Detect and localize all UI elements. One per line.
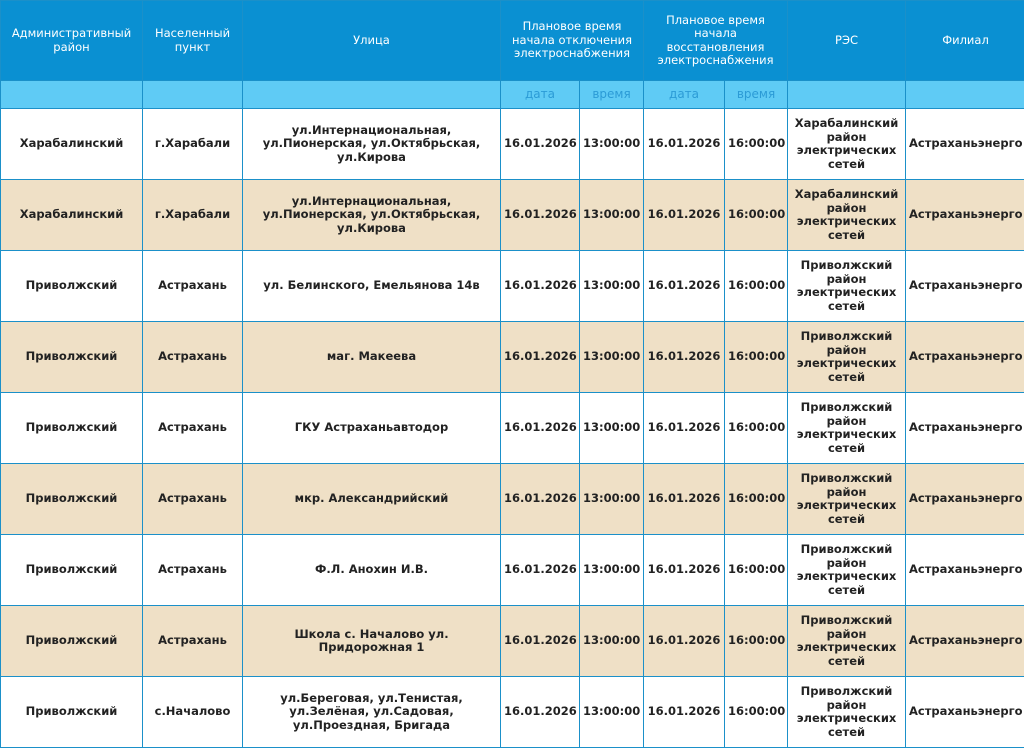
cell-off-time: 13:00:00 bbox=[580, 606, 644, 677]
cell-street: Ф.Л. Анохин И.В. bbox=[243, 535, 501, 606]
cell-off-time: 13:00:00 bbox=[580, 180, 644, 251]
cell-district: Приволжский bbox=[1, 464, 143, 535]
cell-off-date: 16.01.2026 bbox=[501, 464, 580, 535]
cell-street: ул.Береговая, ул.Тенистая, ул.Зелёная, ул.Садовая, ул.Проездная, Бригада bbox=[243, 677, 501, 748]
cell-district: Приволжский bbox=[1, 535, 143, 606]
subheader-row bbox=[1, 81, 1024, 109]
table-row bbox=[1, 322, 1024, 393]
cell-res: Приволжский район электрических сетей bbox=[788, 677, 906, 748]
cell-locality: Астрахань bbox=[143, 322, 243, 393]
cell-locality: Астрахань bbox=[143, 393, 243, 464]
cell-on-time: 16:00:00 bbox=[725, 393, 788, 464]
cell-on-time: 16:00:00 bbox=[725, 251, 788, 322]
cell-off-date: 16.01.2026 bbox=[501, 535, 580, 606]
cell-district: Приволжский bbox=[1, 677, 143, 748]
cell-off-time: 13:00:00 bbox=[580, 535, 644, 606]
cell-off-date: 16.01.2026 bbox=[501, 606, 580, 677]
cell-locality: г.Харабали bbox=[143, 109, 243, 180]
cell-off-time: 13:00:00 bbox=[580, 393, 644, 464]
cell-off-date: 16.01.2026 bbox=[501, 322, 580, 393]
cell-branch: Астраханьэнерго bbox=[906, 180, 1024, 251]
header-locality: Населенный пункт bbox=[143, 1, 243, 81]
cell-off-date: 16.01.2026 bbox=[501, 109, 580, 180]
cell-branch: Астраханьэнерго bbox=[906, 109, 1024, 180]
cell-off-date: 16.01.2026 bbox=[501, 393, 580, 464]
cell-locality: Астрахань bbox=[143, 464, 243, 535]
cell-district: Приволжский bbox=[1, 251, 143, 322]
subheader-on-time: время bbox=[725, 81, 788, 109]
cell-branch: Астраханьэнерго bbox=[906, 393, 1024, 464]
cell-on-time: 16:00:00 bbox=[725, 180, 788, 251]
cell-street: маг. Макеева bbox=[243, 322, 501, 393]
cell-off-time: 13:00:00 bbox=[580, 322, 644, 393]
cell-street: мкр. Александрийский bbox=[243, 464, 501, 535]
subheader-on-date: дата bbox=[644, 81, 725, 109]
subheader-empty bbox=[906, 81, 1024, 109]
cell-off-date: 16.01.2026 bbox=[501, 251, 580, 322]
cell-branch: Астраханьэнерго bbox=[906, 535, 1024, 606]
cell-off-time: 13:00:00 bbox=[580, 464, 644, 535]
cell-off-date: 16.01.2026 bbox=[501, 677, 580, 748]
cell-branch: Астраханьэнерго bbox=[906, 322, 1024, 393]
subheader-empty bbox=[243, 81, 501, 109]
header-res: РЭС bbox=[788, 1, 906, 81]
cell-district: Приволжский bbox=[1, 393, 143, 464]
cell-street: ул. Белинского, Емельянова 14в bbox=[243, 251, 501, 322]
cell-on-time: 16:00:00 bbox=[725, 535, 788, 606]
cell-branch: Астраханьэнерго bbox=[906, 251, 1024, 322]
cell-locality: с.Началово bbox=[143, 677, 243, 748]
table-row bbox=[1, 464, 1024, 535]
cell-branch: Астраханьэнерго bbox=[906, 677, 1024, 748]
subheader-off-time: время bbox=[580, 81, 644, 109]
cell-street: ул.Интернациональная, ул.Пионерская, ул.Октябрьская, ул.Кирова bbox=[243, 180, 501, 251]
header-off-start: Плановое время начала отключения электроснабжения bbox=[501, 1, 644, 81]
cell-off-time: 13:00:00 bbox=[580, 677, 644, 748]
cell-on-time: 16:00:00 bbox=[725, 606, 788, 677]
cell-on-date: 16.01.2026 bbox=[644, 535, 725, 606]
cell-res: Приволжский район электрических сетей bbox=[788, 251, 906, 322]
cell-res: Приволжский район электрических сетей bbox=[788, 606, 906, 677]
cell-on-time: 16:00:00 bbox=[725, 322, 788, 393]
cell-street: Школа с. Началово ул. Придорожная 1 bbox=[243, 606, 501, 677]
cell-on-date: 16.01.2026 bbox=[644, 322, 725, 393]
cell-district: Харабалинский bbox=[1, 180, 143, 251]
cell-off-date: 16.01.2026 bbox=[501, 180, 580, 251]
subheader-empty bbox=[143, 81, 243, 109]
cell-res: Приволжский район электрических сетей bbox=[788, 464, 906, 535]
cell-on-date: 16.01.2026 bbox=[644, 464, 725, 535]
cell-res: Харабалинский район электрических сетей bbox=[788, 180, 906, 251]
table-row bbox=[1, 535, 1024, 606]
cell-street: ул.Интернациональная, ул.Пионерская, ул.Октябрьская, ул.Кирова bbox=[243, 109, 501, 180]
header-row bbox=[1, 1, 1024, 81]
cell-locality: Астрахань bbox=[143, 535, 243, 606]
cell-branch: Астраханьэнерго bbox=[906, 464, 1024, 535]
cell-locality: г.Харабали bbox=[143, 180, 243, 251]
cell-on-date: 16.01.2026 bbox=[644, 180, 725, 251]
table-row bbox=[1, 677, 1024, 748]
cell-on-date: 16.01.2026 bbox=[644, 677, 725, 748]
cell-res: Приволжский район электрических сетей bbox=[788, 393, 906, 464]
cell-branch: Астраханьэнерго bbox=[906, 606, 1024, 677]
cell-district: Приволжский bbox=[1, 322, 143, 393]
table-row bbox=[1, 180, 1024, 251]
table-row bbox=[1, 109, 1024, 180]
header-restore: Плановое время начала восстановления электроснабжения bbox=[644, 1, 788, 81]
cell-locality: Астрахань bbox=[143, 251, 243, 322]
cell-res: Приволжский район электрических сетей bbox=[788, 535, 906, 606]
cell-district: Харабалинский bbox=[1, 109, 143, 180]
subheader-empty bbox=[788, 81, 906, 109]
header-branch: Филиал bbox=[906, 1, 1024, 81]
subheader-empty bbox=[1, 81, 143, 109]
cell-res: Харабалинский район электрических сетей bbox=[788, 109, 906, 180]
cell-on-date: 16.01.2026 bbox=[644, 109, 725, 180]
cell-on-date: 16.01.2026 bbox=[644, 251, 725, 322]
cell-on-time: 16:00:00 bbox=[725, 464, 788, 535]
cell-on-time: 16:00:00 bbox=[725, 677, 788, 748]
cell-off-time: 13:00:00 bbox=[580, 251, 644, 322]
cell-district: Приволжский bbox=[1, 606, 143, 677]
cell-res: Приволжский район электрических сетей bbox=[788, 322, 906, 393]
cell-off-time: 13:00:00 bbox=[580, 109, 644, 180]
table-row bbox=[1, 251, 1024, 322]
table-row bbox=[1, 606, 1024, 677]
cell-on-time: 16:00:00 bbox=[725, 109, 788, 180]
cell-on-date: 16.01.2026 bbox=[644, 606, 725, 677]
header-district: Административный район bbox=[1, 1, 143, 81]
header-street: Улица bbox=[243, 1, 501, 81]
cell-locality: Астрахань bbox=[143, 606, 243, 677]
cell-on-date: 16.01.2026 bbox=[644, 393, 725, 464]
subheader-off-date: дата bbox=[501, 81, 580, 109]
table-row bbox=[1, 393, 1024, 464]
cell-street: ГКУ Астраханьавтодор bbox=[243, 393, 501, 464]
